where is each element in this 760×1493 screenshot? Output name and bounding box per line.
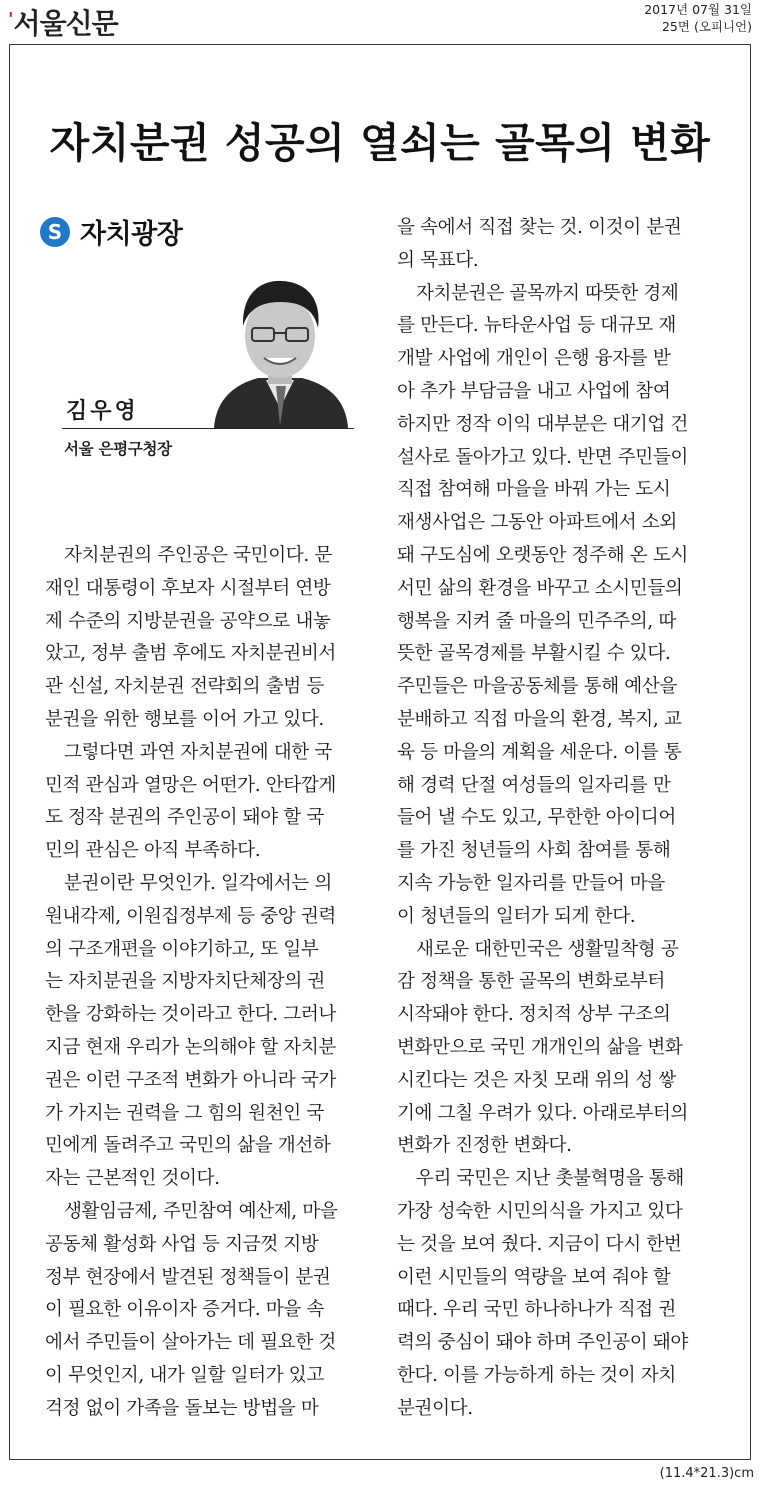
body-line: 았고, 정부 출범 후에도 자치분권비서 — [45, 643, 336, 665]
body-line: 기에 그칠 우려가 있다. 아래로부터의 — [397, 1102, 688, 1124]
body-line: 재인 대통령이 후보자 시절부터 연방 — [45, 577, 331, 599]
article-dimensions: (11.4*21.3)cm — [659, 1466, 754, 1481]
body-line: 하지만 정작 이익 대부분은 대기업 건 — [397, 413, 688, 435]
body-line: 민적 관심과 열망은 어떤가. 안타깝게 — [45, 774, 336, 796]
body-line: 한을 강화하는 것이라고 한다. 그러나 — [45, 1004, 336, 1026]
body-line: 개발 사업에 개인이 은행 융자를 받 — [397, 348, 671, 370]
body-line: 분권을 위한 행보를 이어 가고 있다. — [45, 708, 324, 730]
body-line: 권은 이런 구조적 변화가 아니라 국가 — [45, 1069, 336, 1091]
body-line: 돼 구도심에 오랫동안 정주해 온 도시 — [397, 544, 688, 566]
body-line: 이 필요한 이유이자 증거다. 마을 속 — [45, 1299, 324, 1321]
body-line: 시킨다는 것은 자칫 모래 위의 성 쌓 — [397, 1069, 676, 1091]
body-line: 는 것을 보여 줬다. 지금이 다시 한번 — [397, 1233, 682, 1255]
body-column-left — [45, 540, 363, 1426]
publication-date: 2017년 07월 31일 — [644, 2, 752, 17]
body-line: 때다. 우리 국민 하나하나가 직접 권 — [397, 1299, 676, 1321]
section-icon: S — [40, 217, 70, 247]
body-line: 설사로 돌아가고 있다. 반면 주민들이 — [397, 446, 688, 468]
body-line: 그렇다면 과연 자치분권에 대한 국 — [64, 741, 332, 763]
body-line: 육 등 마을의 계획을 세운다. 이를 통 — [397, 741, 682, 763]
body-line: 를 만든다. 뉴타운사업 등 대규모 재 — [397, 315, 676, 337]
author-title: 서울 은평구청장 — [64, 440, 172, 458]
body-line: 걱정 없이 가족을 돌보는 방법을 마 — [45, 1397, 319, 1419]
body-line: 이런 시민들의 역량을 보여 줘야 할 — [397, 1266, 671, 1288]
body-line: 한다. 이를 가능하게 하는 것이 자치 — [397, 1364, 676, 1386]
masthead — [0, 0, 760, 44]
body-line: 력의 중심이 돼야 하며 주인공이 돼야 — [397, 1332, 688, 1354]
body-line: 변화만으로 국민 개개인의 삶을 변화 — [397, 1036, 683, 1058]
page-number: 25면 (오피니언) — [661, 19, 752, 34]
body-line: 시작돼야 한다. 정치적 상부 구조의 — [397, 1004, 671, 1026]
author-photo — [206, 276, 354, 428]
body-line: 재생사업은 그동안 아파트에서 소외 — [397, 512, 677, 534]
body-line: 가장 성숙한 시민의식을 가지고 있다 — [397, 1200, 683, 1222]
body-line: 에서 주민들이 살아가는 데 필요한 것 — [45, 1332, 336, 1354]
author-divider — [62, 428, 354, 429]
body-line: 자치분권의 주인공은 국민이다. 문 — [64, 545, 332, 566]
body-line: 제 수준의 지방분권을 공약으로 내놓 — [45, 610, 331, 632]
body-line: 이 무엇인지, 내가 일할 일터가 있고 — [45, 1364, 324, 1386]
body-line: 주민들은 마을공동체를 통해 예산을 — [397, 676, 677, 698]
body-line: 원내각제, 이원집정부제 등 중앙 권력 — [45, 905, 336, 927]
body-line: 이 청년들의 일터가 되게 한다. — [397, 905, 636, 927]
body-line: 관 신설, 자치분권 전략회의 출범 등 — [45, 676, 324, 698]
body-line: 새로운 대한민국은 생활밀착형 공 — [416, 938, 679, 960]
logo-mark: ' — [8, 9, 13, 30]
body-line: 는 자치분권을 지방자치단체장의 권 — [45, 971, 325, 993]
body-line: 지금 현재 우리가 논의해야 할 자치분 — [45, 1036, 336, 1058]
body-column-right — [397, 212, 715, 1425]
publication-info — [644, 1, 752, 35]
body-line: 아 추가 부담금을 내고 사업에 참여 — [397, 380, 671, 402]
author-name: 김우영 — [66, 398, 139, 424]
body-line: 해 경력 단절 여성들의 일자리를 만 — [397, 774, 671, 796]
body-line: 도 정작 분권의 주인공이 돼야 할 국 — [45, 807, 324, 829]
body-line: 들어 낼 수도 있고, 무한한 아이디어 — [397, 807, 676, 829]
body-line: 자는 근본적인 것이다. — [45, 1168, 220, 1190]
body-line: 분배하고 직접 마을의 환경, 복지, 교 — [397, 708, 682, 730]
body-line: 우리 국민은 지난 촛불혁명을 통해 — [416, 1168, 684, 1190]
body-line: 정부 현장에서 발견된 정책들이 분권 — [45, 1266, 331, 1288]
section-heading — [40, 212, 182, 251]
body-line: 변화가 진정한 변화다. — [397, 1135, 572, 1157]
body-line: 자치분권은 골목까지 따뜻한 경제 — [416, 282, 679, 304]
body-line: 분권이다. — [397, 1397, 473, 1419]
body-line: 공동체 활성화 사업 등 지금껏 지방 — [45, 1233, 319, 1255]
article-headline: 자치분권 성공의 열쇠는 골목의 변화 — [49, 119, 711, 167]
body-line: 가 가지는 권력을 그 힘의 원천인 국 — [45, 1102, 324, 1124]
body-line: 분권이란 무엇인가. 일각에서는 의 — [64, 872, 332, 894]
body-line: 의 목표다. — [397, 249, 479, 271]
body-line: 뜻한 골목경제를 부활시킬 수 있다. — [397, 643, 671, 665]
body-line: 행복을 지켜 줄 마을의 민주주의, 따 — [397, 610, 676, 632]
logo-text: 서울신문 — [13, 7, 118, 40]
section-label: 자치광장 — [80, 219, 183, 250]
body-line: 감 정책을 통한 골목의 변화로부터 — [397, 971, 665, 993]
body-line: 의 구조개편을 이야기하고, 또 일부 — [45, 938, 319, 960]
body-line: 직접 참여해 마을을 바꿔 가는 도시 — [397, 479, 671, 501]
body-line: 서민 삶의 환경을 바꾸고 소시민들의 — [397, 577, 683, 599]
body-line: 를 가진 청년들의 사회 참여를 통해 — [397, 840, 671, 862]
body-line: 지속 가능한 일자리를 만들어 마을 — [397, 872, 665, 894]
body-line: 민의 관심은 아직 부족하다. — [45, 840, 261, 862]
body-line: 민에게 돌려주고 국민의 삶을 개선하 — [45, 1135, 331, 1157]
body-line: 생활임금제, 주민참여 예산제, 마을 — [64, 1200, 338, 1222]
newspaper-logo — [8, 2, 118, 42]
body-line: 을 속에서 직접 찾는 것. 이것이 분권 — [397, 217, 682, 238]
